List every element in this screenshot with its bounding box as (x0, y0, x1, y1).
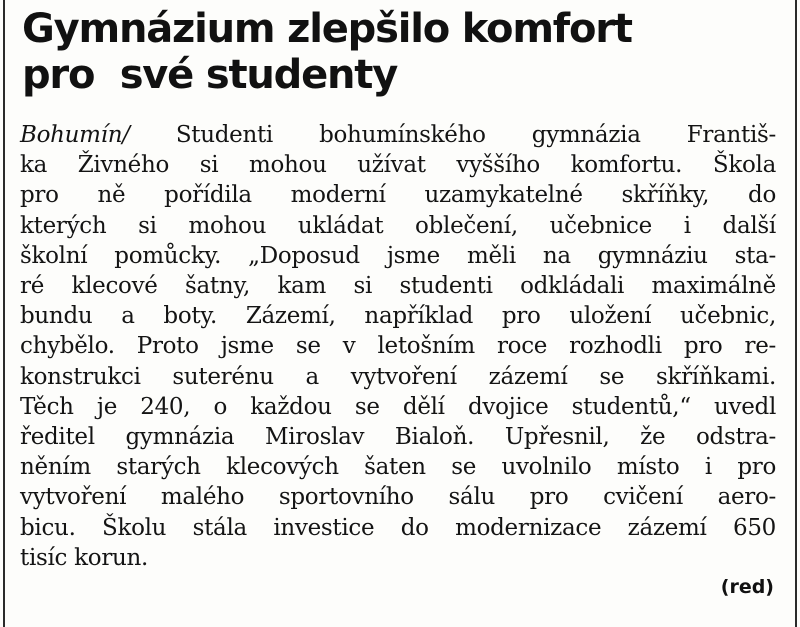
article-line-3: pro ně pořídila moderní uzamykatelné skříňky, do (20, 182, 776, 209)
headline-line-2: pro své studenty (22, 52, 398, 98)
article-line-15: tisíc korun. (20, 544, 149, 571)
article-line-14: bicu. Školu stála investice do modernizace zázemí 650 (20, 514, 776, 541)
right-border-line (795, 0, 797, 627)
article-line-7: bundu a boty. Zázemí, například pro uložení učebnic, (20, 303, 776, 330)
article-line-9: konstrukci suterénu a vytvoření zázemí se skříňkami. (20, 363, 776, 390)
dateline: Bohumín/ (20, 122, 130, 148)
author-signature: (red) (720, 576, 774, 598)
article-line-1-text: Studenti bohumínského gymnázia Františ- (129, 122, 776, 148)
article-body (20, 120, 776, 573)
article-line-6: ré klecové šatny, kam si studenti odkládali maximálně (20, 273, 776, 300)
article-line-13: vytvoření malého sportovního sálu pro cvičení aero- (20, 484, 776, 511)
article-line-2: ka Živného si mohou užívat vyššího komfortu. Škola (20, 152, 776, 179)
headline-line-1: Gymnázium zlepšilo komfort (22, 6, 632, 52)
article-line-10: Těch je 240, o každou se dělí dvojice studentů,“ uvedl (20, 393, 776, 420)
article-line-11: ředitel gymnázia Miroslav Bialoň. Upřesnil, že odstra- (20, 424, 776, 451)
left-border-line (3, 0, 5, 627)
article-line-5: školní pomůcky. „Doposud jsme měli na gymnáziu sta- (20, 242, 776, 269)
headline (22, 6, 632, 98)
article-line-4: kterých si mohou ukládat oblečení, učebnice i další (20, 212, 776, 239)
article-line-1 (20, 120, 776, 150)
article-line-8: chybělo. Proto jsme se v letošním roce rozhodli pro re- (20, 333, 776, 360)
article-line-12: něním starých klecových šaten se uvolnilo místo i pro (20, 454, 776, 481)
